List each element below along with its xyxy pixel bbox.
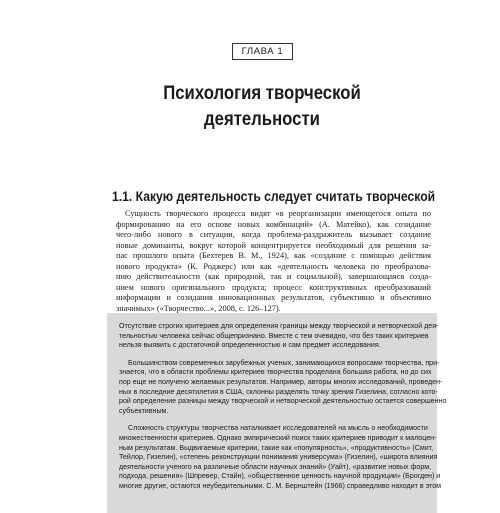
text-line: чего-либо нового в ситуации, когда проблема-раздражитель вызывает создание <box>116 230 431 239</box>
text-line: нию действительности (как природной, так и социальной), завершающаяся созда- <box>116 272 431 281</box>
text-line: значимых» («Творчество...», 2008, с. 126–127). <box>116 303 281 313</box>
box-line: деятельности ученого на различные области научных знаний» (Уайт), «развитие новых форм, <box>119 462 432 471</box>
box-line: рой определение разницы между творческой и нетворческой деятельностью остается совершенно <box>119 397 447 406</box>
chapter-title-line: деятельности <box>204 109 320 130</box>
text-line: Сущность творческого процесса видят «в реорганизации имеющегося опыта по <box>125 209 431 218</box>
box-line: тельностью человека сейчас общепризнано. Вместе с тем очевидно, что без таких критериев <box>119 331 429 340</box>
text-line: нового продукта» (К. Роджерс) или как «деятельность человека по преобразова- <box>116 261 431 271</box>
box-line: Большинством современных зарубежных ученых, занимающихся вопросами творчества, при- <box>128 358 440 367</box>
box-line: подхода, решения» (Шпревер, Стайн), «общественное ценность научной продукции» (Брогден) и <box>119 472 441 481</box>
text-line: формированию на его основе новых комбинаций» (А. Матейко), как созидание <box>116 219 431 229</box>
sidebar-box <box>107 313 447 513</box>
box-line: Тейлор, Гизелин), «степень реконструкции понимания универсума» (Гизелин), «широта влияния <box>119 453 438 462</box>
box-line: субъективным. <box>119 406 169 415</box>
box-line: пор еще не получено желаемых результатов. Например, авторы многих исследований, проведен- <box>119 377 443 386</box>
box-line: Сложность структуры творчества наталкивает исследователей на мысль о необходимости <box>128 424 428 433</box>
box-line: ным результатам. Выдвигаемые критерии, такие как «популярность», «продуктивность» (Смит, <box>119 443 434 452</box>
chapter-title <box>119 81 404 133</box>
section-title: 1.1. Какую деятельность следует считать творческой <box>112 189 436 204</box>
box-line: множественности критериев. Однако эмпирический поиск таких критериев приводит к малоцен- <box>119 433 437 442</box>
intro-paragraph <box>116 209 431 314</box>
chapter-title-line: Психология творческой <box>163 83 361 104</box>
box-line: знается, что в области проблемы критериев творчества проделана большая работа, но до сих <box>119 368 432 377</box>
box-line: многие другие, остаются неубедительными. С. М. Бернштейн (1966) справедливо находит в этом <box>119 481 442 490</box>
box-line: нельзя выявить с достаточной определенностью и сам предмет исследования. <box>119 341 381 350</box>
text-line: новые доминанты, вокруг которой концентрируется необходимый для решения за- <box>116 240 431 250</box>
chapter-label: ГЛАВА 1 <box>232 43 293 60</box>
text-line: информации и созидания инновационных результатов, субъективно и объективно <box>116 293 431 302</box>
text-line: нием нового оригинального продукта; процесс конструктивных преобразований <box>116 282 431 292</box>
box-line: ных в последние десятилетия в США, склонны разделять точку зрения Гизелина, согласно кото- <box>119 387 438 396</box>
sidebar-box-text <box>119 322 447 492</box>
text-line: пас прошлого опыта (Бехтерев В. М., 1924), как «создание с помощью действия <box>116 251 431 260</box>
box-line: Отсутствие строгих критериев для определения границы между творческой и нетворческой дея- <box>119 322 439 330</box>
